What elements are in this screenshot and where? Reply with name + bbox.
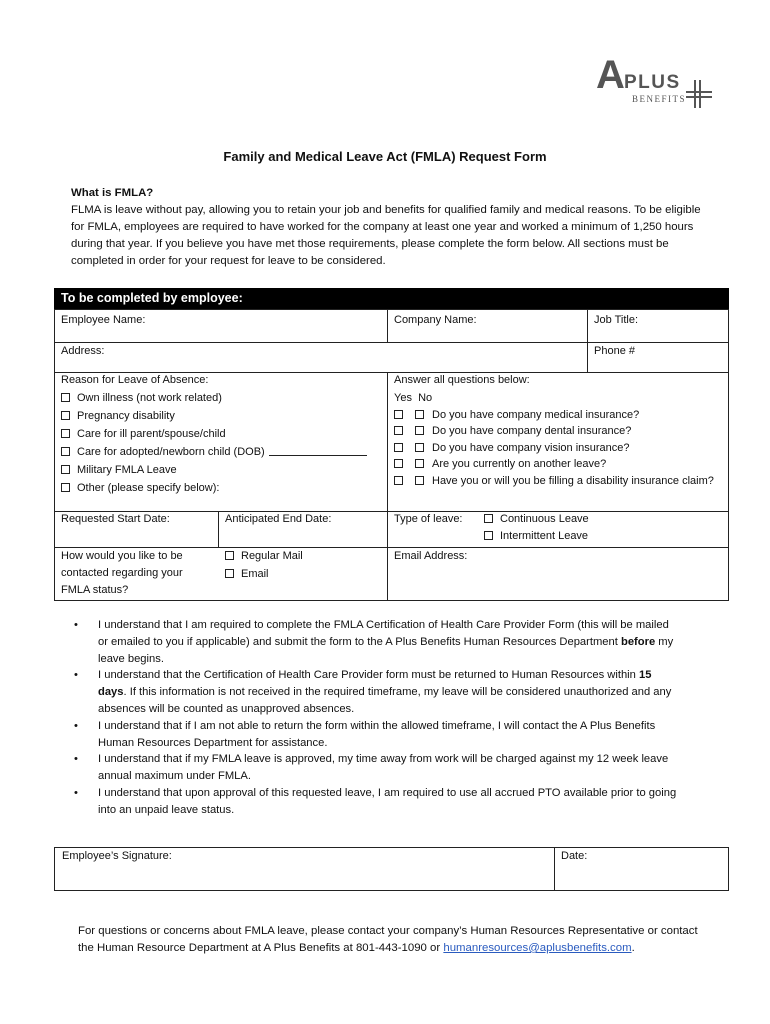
text-span: . If this information is not received in the required timeframe, my leave will be considered unauthorized and any [123, 686, 672, 699]
acknowledgement-item [74, 718, 714, 752]
checkbox[interactable] [61, 465, 70, 474]
intro-section [71, 185, 731, 270]
acknowledgement-line: I understand that upon approval of this requested leave, I am required to use all accrued PTO available prior to going [98, 786, 677, 799]
checkbox[interactable] [61, 447, 70, 456]
contact-options [225, 548, 303, 584]
reason-option-label: Pregnancy disability [77, 410, 175, 422]
logo-word-plus: PLUS [624, 72, 681, 93]
reason-option[interactable] [61, 480, 381, 498]
acknowledgement-item [74, 667, 714, 717]
leave-type-group [484, 511, 589, 545]
address-field[interactable]: Address: [61, 345, 105, 357]
yes-checkbox[interactable] [394, 426, 403, 435]
text-span: my [655, 635, 674, 648]
divider [54, 309, 55, 601]
contact-option[interactable] [225, 548, 303, 566]
divider [554, 848, 555, 890]
no-checkbox[interactable] [415, 410, 424, 419]
questions-group [394, 372, 724, 489]
yes-checkbox[interactable] [394, 443, 403, 452]
text-span: or emailed to you if applicable) and submit the form to the A Plus Benefits Human Resources Department [98, 635, 621, 648]
employee-name-field[interactable]: Employee Name: [61, 314, 146, 326]
answer-label: Answer all questions below: [394, 374, 530, 386]
no-checkbox[interactable] [415, 426, 424, 435]
bullet-icon: • [74, 719, 78, 732]
divider [218, 511, 219, 547]
emphasis: before [620, 635, 656, 648]
question-row [394, 440, 724, 457]
contact-question-line: contacted regarding your [61, 567, 183, 579]
checkbox[interactable] [484, 514, 493, 523]
reason-option-label: Own illness (not work related) [77, 392, 222, 404]
divider [54, 309, 729, 310]
signature-date-field[interactable]: Date: [561, 850, 588, 862]
phone-field[interactable]: Phone # [594, 345, 635, 357]
question-label: Have you or will you be filling a disability insurance claim? [432, 474, 714, 487]
checkbox[interactable] [61, 483, 70, 492]
question-row [394, 423, 724, 440]
employee-signature-field[interactable]: Employee’s Signature: [62, 850, 172, 862]
form-title: Family and Medical Leave Act (FMLA) Request Form [223, 149, 547, 164]
dob-field[interactable] [269, 446, 367, 456]
end-date-field[interactable]: Anticipated End Date: [225, 513, 332, 525]
acknowledgement-line: into an unpaid leave status. [98, 803, 235, 816]
contact-question-line: FMLA status? [61, 584, 129, 596]
divider [587, 309, 588, 372]
bullet-icon: • [74, 786, 78, 799]
question-row [394, 456, 724, 473]
logo-mark [596, 52, 726, 112]
acknowledgement-line: absences will be counted as unapproved absences. [98, 702, 355, 715]
question-label: Do you have company dental insurance? [432, 425, 632, 437]
reason-option[interactable] [61, 444, 381, 462]
contact-option-label: Regular Mail [241, 550, 303, 562]
intro-line: during that year. If you believe you have met those requirements, please complete the form below. All sections must be [71, 238, 669, 250]
acknowledgement-line: annual maximum under FMLA. [98, 770, 251, 783]
checkbox[interactable] [484, 531, 493, 540]
reason-option-label: Care for adopted/newborn child (DOB) [77, 446, 265, 458]
acknowledgement-line: I understand that if I am not able to return the form within the allowed timeframe, I will contact the A Plus Benefits [98, 719, 656, 732]
checkbox[interactable] [61, 429, 70, 438]
divider [387, 309, 388, 342]
question-label: Are you currently on another leave? [432, 458, 607, 470]
emphasis: 15 [639, 669, 652, 682]
contact-option-label: Email [241, 568, 269, 580]
checkbox[interactable] [61, 411, 70, 420]
text-span: the Human Resource Department at A Plus Benefits at 801-443-1090 or [78, 942, 444, 954]
section-header: To be completed by employee: [54, 288, 729, 309]
acknowledgement-line [98, 634, 714, 651]
acknowledgement-line [98, 667, 714, 684]
text-span: I understand that the Certification of Health Care Provider form must be returned to Human Resources within [98, 669, 639, 682]
no-checkbox[interactable] [415, 459, 424, 468]
question-label: Do you have company medical insurance? [432, 408, 640, 421]
leave-type-label: Continuous Leave [500, 513, 589, 525]
reason-option-label: Military FMLA Leave [77, 464, 177, 476]
reason-option[interactable] [61, 408, 381, 426]
checkbox[interactable] [61, 393, 70, 402]
acknowledgement-line: I understand that I am required to complete the FMLA Certification of Health Care Provider Form (this will be mailed [98, 619, 669, 631]
aplus-benefits-logo [596, 52, 726, 112]
checkbox[interactable] [225, 551, 234, 560]
footer-line [78, 940, 718, 957]
reason-option[interactable] [61, 426, 381, 444]
leave-type-option[interactable] [484, 511, 589, 528]
emphasis: days [98, 686, 124, 699]
acknowledgement-item [74, 751, 714, 785]
reason-label: Reason for Leave of Absence: [61, 374, 209, 386]
leave-type-option[interactable] [484, 528, 589, 545]
reason-group [61, 372, 381, 498]
hr-email-link[interactable]: humanresources@aplusbenefits.com [443, 942, 632, 954]
logo-cross-icon [686, 80, 712, 108]
acknowledgement-item [74, 617, 714, 667]
reason-option-label: Other (please specify below): [77, 482, 220, 494]
acknowledgement-line: I understand that if my FMLA leave is approved, my time away from work will be charged against my 12 week leave [98, 753, 669, 766]
contact-option[interactable] [225, 566, 303, 584]
intro-line: for FMLA, employees are required to have worked for the company at least one year and worked a minimum of 1,250 hours [71, 221, 694, 233]
no-label: No [418, 392, 433, 404]
acknowledgements-list [74, 617, 714, 819]
yes-checkbox[interactable] [394, 410, 403, 419]
logo-letter-a: A [596, 53, 625, 97]
yes-checkbox[interactable] [394, 459, 403, 468]
reason-option[interactable] [61, 390, 381, 408]
bullet-icon: • [74, 669, 78, 682]
divider [54, 600, 729, 601]
question-row [394, 407, 724, 424]
reason-option[interactable] [61, 462, 381, 480]
text-span: . [631, 942, 635, 954]
intro-line: FLMA is leave without pay, allowing you to retain your job and benefits for qualified family and medical reasons. To be eligible [71, 204, 701, 216]
email-address-field[interactable]: Email Address: [394, 550, 468, 562]
company-name-field[interactable]: Company Name: [394, 314, 477, 326]
bullet-icon: • [74, 619, 78, 631]
acknowledgement-line: leave begins. [98, 652, 164, 665]
acknowledgement-item [74, 785, 714, 819]
footer-line: For questions or concerns about FMLA leave, please contact your company’s Human Resources Representative or contact [78, 925, 698, 937]
contact-footer [78, 923, 718, 957]
acknowledgement-line [98, 684, 714, 701]
checkbox[interactable] [225, 569, 234, 578]
no-checkbox[interactable] [415, 443, 424, 452]
start-date-field[interactable]: Requested Start Date: [61, 513, 170, 525]
signature-table [54, 847, 729, 891]
divider [728, 309, 729, 601]
yes-label: Yes [394, 392, 412, 404]
bullet-icon: • [74, 753, 78, 766]
leave-type-label: Intermittent Leave [500, 530, 589, 542]
contact-question [61, 548, 211, 599]
leave-type-label: Type of leave: [394, 513, 463, 525]
question-row [394, 473, 724, 490]
divider [387, 372, 388, 600]
contact-question-line: How would you like to be [61, 550, 183, 562]
logo-word-benefits: BENEFITS [632, 94, 687, 104]
yes-checkbox[interactable] [394, 476, 403, 485]
reason-option-label: Care for ill parent/spouse/child [77, 428, 226, 440]
no-checkbox[interactable] [415, 476, 424, 485]
intro-question: What is FMLA? [71, 187, 154, 199]
intro-line: completed in order for your request for leave to be considered. [71, 255, 386, 267]
yes-no-header [394, 390, 724, 407]
question-label: Do you have company vision insurance? [432, 441, 630, 454]
employee-form-table [54, 288, 729, 601]
job-title-field[interactable]: Job Title: [594, 314, 639, 326]
acknowledgement-line: Human Resources Department for assistance. [98, 736, 328, 749]
